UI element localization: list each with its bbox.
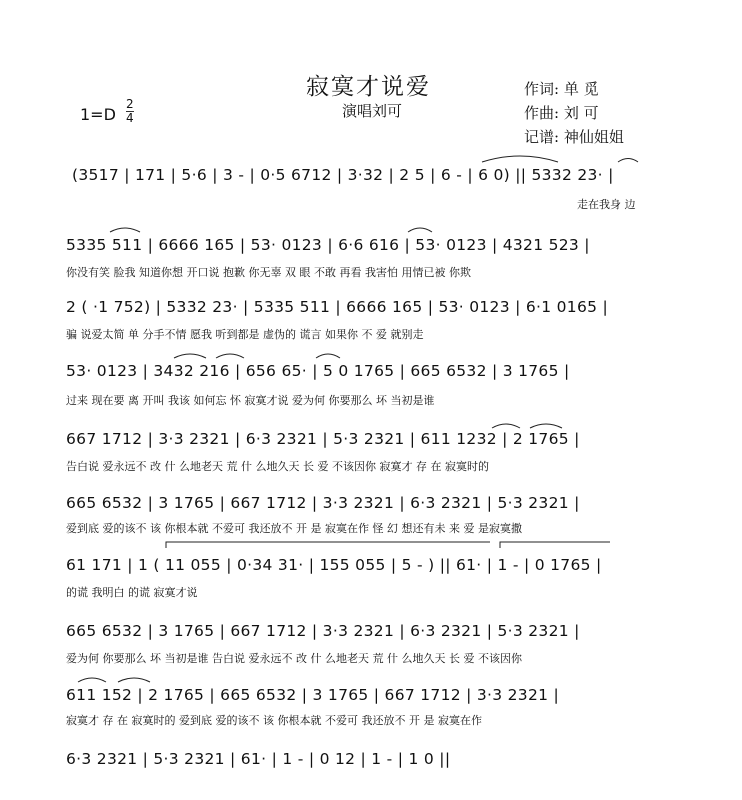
slur-mark [216,354,244,358]
notation-line: 5335 511 | 6666 165 | 53· 0123 | 6·6 616 | 53· 0123 | 4321 523 | [66,236,590,254]
time-signature-top: 2 [126,97,134,111]
slur-mark [408,228,432,232]
singer-credit: 演唱刘可 [342,102,403,120]
notation-line: 2 ( ·1 752) | 5332 23· | 5335 511 | 6666 165 | 53· 0123 | 6·1 0165 | [66,298,609,316]
lyrics-line: 的谎 我明白 的谎 寂寞才说 [66,586,198,599]
composer-credit: 作曲: 刘 可 [524,104,599,122]
volta-brackets [166,542,610,548]
slur-mark [174,354,206,358]
slur-mark [118,678,150,682]
notation-line: (3517 | 171 | 5·6 | 3 - | 0·5 6712 | 3·32 | 2 5 | 6 - | 6 0) || 5332 23· | [72,166,614,184]
notation-line: 6·3 2321 | 5·3 2321 | 61· | 1 - | 0 12 | 1 - | 1 0 || [66,750,451,768]
lyrics-line: 寂寞才 存 在 寂寞时的 爱到底 爱的该不 该 你根本就 不爱可 我还放不 开 是 寂寞在作 [66,714,482,727]
notation-line: 667 1712 | 3·3 2321 | 6·3 2321 | 5·3 2321 | 611 1232 | 2 1765 | [66,430,580,448]
lyricist-credit: 作词: 单 觅 [524,80,599,98]
key-signature: 1=D [80,105,116,124]
notation-line: 611 152 | 2 1765 | 665 6532 | 3 1765 | 667 1712 | 3·3 2321 | [66,686,560,704]
lyrics-line: 爱到底 爱的该不 该 你根本就 不爱可 我还放不 开 是 寂寞在作 怪 幻 想还有未 来 爱 是寂寞撒 [66,522,522,535]
slur-mark [316,354,340,358]
notation-line: 665 6532 | 3 1765 | 667 1712 | 3·3 2321 | 6·3 2321 | 5·3 2321 | [66,622,580,640]
lyrics-line: 走在我身 边 [577,198,636,211]
lyrics-line: 你没有笑 脸我 知道你想 开口说 抱歉 你无辜 双 眼 不敢 再看 我害怕 用情已被 你欺 [66,266,471,279]
slur-mark [530,424,562,428]
lyrics-line: 爱为何 你要那么 坏 当初是谁 告白说 爱永远不 改 什 么地老天 荒 什 么地久天 长 爱 不该因你 [66,652,522,665]
lyrics-line: 骗 说爱太简 单 分手不情 愿我 听到都是 虚伪的 谎言 如果你 不 爱 就别走 [66,328,424,341]
slurs [78,156,638,682]
volta-2 [500,542,610,548]
slur-mark [492,424,520,428]
slur-mark [78,678,106,682]
lyrics-line: 告白说 爱永远不 改 什 么地老天 荒 什 么地久天 长 爱 不该因你 寂寞才 存 在 寂寞时的 [66,460,489,473]
notation-line: 61 171 | 1 ( 11 055 | 0·34 31· | 155 055 | 5 - ) || 61· | 1 - | 0 1765 | [66,556,602,574]
notation-line: 53· 0123 | 3432 216 | 656 65· | 5 0 1765 | 665 6532 | 3 1765 | [66,362,570,380]
time-signature-bottom: 4 [126,111,134,125]
notation-line: 665 6532 | 3 1765 | 667 1712 | 3·3 2321 | 6·3 2321 | 5·3 2321 | [66,494,580,512]
slur-mark [482,156,558,162]
transcriber-credit: 记谱: 神仙姐姐 [524,128,624,146]
lyrics-line: 过来 现在要 离 开叫 我该 如何忘 怀 寂寞才说 爱为何 你要那么 坏 当初是谁 [66,394,435,407]
slur-mark [618,159,638,163]
volta-1 [166,542,490,548]
slur-mark [110,228,140,232]
song-title: 寂寞才说爱 [306,74,431,100]
